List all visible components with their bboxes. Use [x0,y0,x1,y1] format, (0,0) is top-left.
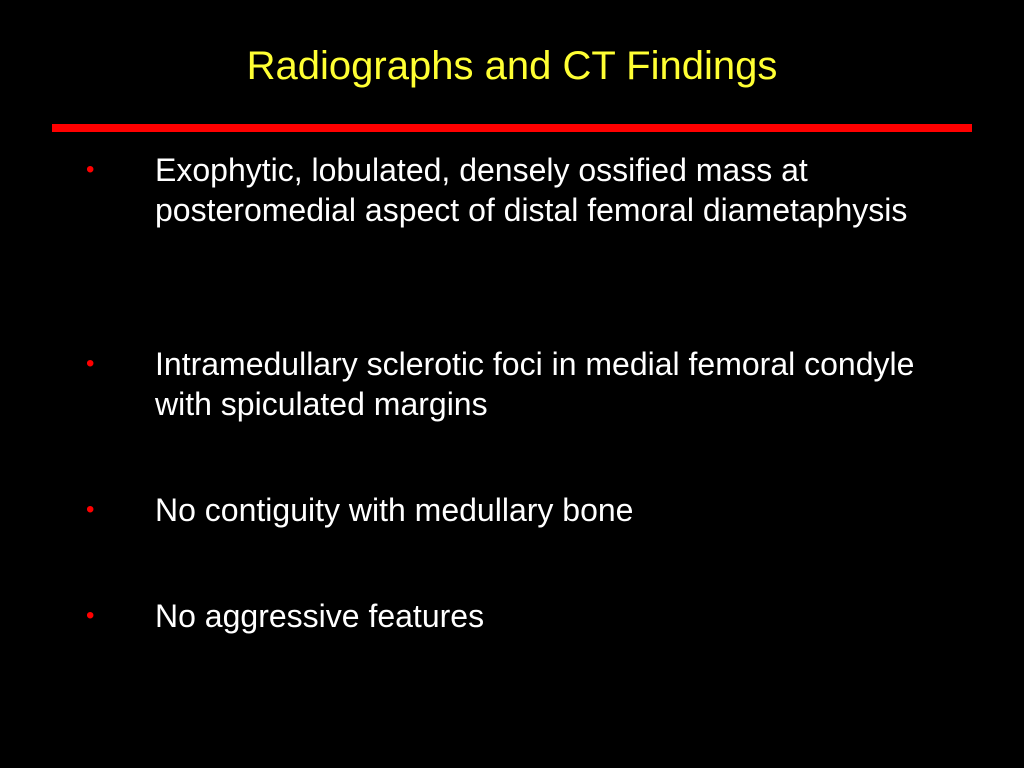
bullet-text: No contiguity with medullary bone [155,492,634,528]
title-divider [52,124,972,132]
bullet-text: No aggressive features [155,598,485,634]
bullet-icon: • [86,156,95,183]
bullet-text: Exophytic, lobulated, densely ossified mass at posteromedial aspect of distal femoral diametaphysis [155,152,908,228]
bullet-icon: • [86,496,95,523]
bullet-icon: • [86,350,95,377]
slide-title: Radiographs and CT Findings [246,44,778,88]
bullet-icon: • [86,602,95,629]
bullet-text: Intramedullary sclerotic foci in medial femoral condyle with spiculated margins [155,346,915,422]
